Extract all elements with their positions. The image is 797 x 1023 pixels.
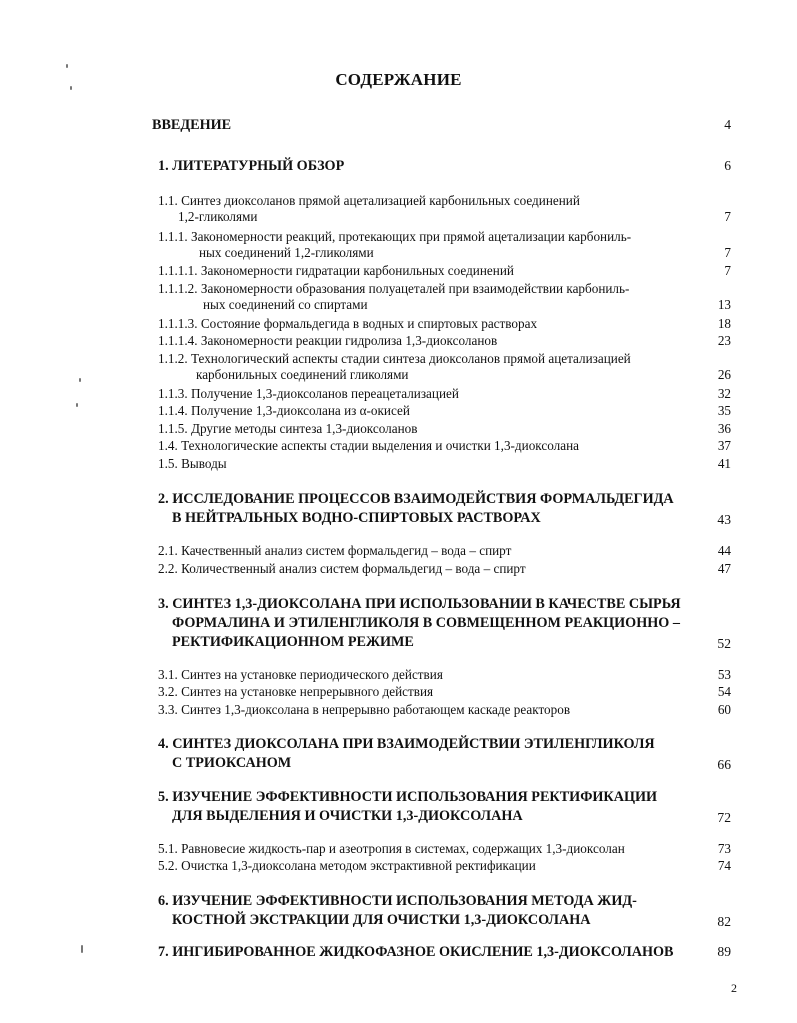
scan-speck [66,64,68,68]
scan-speck [81,945,83,953]
toc-page-number: 52 [717,636,731,651]
toc-page-number: 60 [717,702,731,717]
toc-page-number: 37 [717,438,731,453]
toc-page-number: 73 [717,841,731,856]
toc-entry-text: 1.1. Синтез диоксоланов прямой ацетализацией карбонильных соединений [158,193,580,208]
toc-page-number: 74 [717,858,731,873]
toc-entry-text: 1.5. Выводы [158,456,227,471]
toc-page-number: 53 [717,667,731,682]
toc-page-number: 47 [717,561,731,576]
toc-entry-text: 5.1. Равновесие жидкость-пар и азеотропия в системах, содержащих 1,3-диоксолан [158,841,625,856]
toc-page-number: 23 [717,333,731,348]
scan-speck [76,403,78,407]
toc-entry-text: 3. СИНТЕЗ 1,3-ДИОКСОЛАНА ПРИ ИСПОЛЬЗОВАНИИ В КАЧЕСТВЕ СЫРЬЯ [158,596,681,612]
toc-page-number: 82 [717,914,731,929]
toc-entry-text: 1.4. Технологические аспекты стадии выделения и очистки 1,3-диоксолана [158,438,579,453]
toc-page-number: 54 [717,684,731,699]
scan-speck [70,86,72,90]
toc-entry-text: 1.1.1.4. Закономерности реакции гидролиза 1,3-диоксоланов [158,333,498,348]
toc-entry-text: 2.2. Количественный анализ систем формальдегид – вода – спирт [158,561,526,576]
toc-entry-text: 4. СИНТЕЗ ДИОКСОЛАНА ПРИ ВЗАИМОДЕЙСТВИИ ЭТИЛЕНГЛИКОЛЯ [158,736,655,752]
toc-entry-text: 1.1.1. Закономерности реакций, протекающих при прямой ацетализации карбониль- [158,229,632,244]
toc-page-number: 13 [717,297,731,312]
toc-entry-text: ФОРМАЛИНА И ЭТИЛЕНГЛИКОЛЯ В СОВМЕЩЕННОМ РЕАКЦИОННО – [172,615,680,631]
toc-entry-text: 1.1.1.2. Закономерности образования полуацеталей при взаимодействии карбониль- [158,281,630,296]
toc-entry-text: 1. ЛИТЕРАТУРНЫЙ ОБЗОР [158,158,345,174]
toc-entry-text: 2.1. Качественный анализ систем формальдегид – вода – спирт [158,543,512,558]
toc-entry-text: 3.2. Синтез на установке непрерывного действия [158,684,434,699]
toc-entry-text: 3.3. Синтез 1,3-диоксолана в непрерывно работающем каскаде реакторов [158,702,571,717]
toc-page-number: 66 [717,757,731,772]
toc-entry-text: В НЕЙТРАЛЬНЫХ ВОДНО-СПИРТОВЫХ РАСТВОРАХ [172,510,541,526]
toc-title: СОДЕРЖАНИЕ [335,70,462,89]
toc-page-number: 18 [717,316,731,331]
toc-page-number: 7 [724,209,731,224]
toc-page-number: 4 [724,117,731,132]
toc-entry-text: ДЛЯ ВЫДЕЛЕНИЯ И ОЧИСТКИ 1,3-ДИОКСОЛАНА [172,808,523,824]
toc-entry-text: РЕКТИФИКАЦИОННОМ РЕЖИМЕ [172,634,414,650]
toc-entry-text: 6. ИЗУЧЕНИЕ ЭФФЕКТИВНОСТИ ИСПОЛЬЗОВАНИЯ МЕТОДА ЖИД- [158,893,637,909]
toc-entry-text: 1.1.2. Технологический аспекты стадии синтеза диоксоланов прямой ацетализацией [158,351,631,366]
toc-page-number: 26 [717,367,731,382]
toc-page-number: 44 [717,543,731,558]
toc-page-number: 36 [717,421,731,436]
toc-page-number: 41 [717,456,731,471]
toc-entry-text: карбонильных соединений гликолями [196,367,409,382]
toc-entry-text: 2. ИССЛЕДОВАНИЕ ПРОЦЕССОВ ВЗАИМОДЕЙСТВИЯ ФОРМАЛЬДЕГИДА [158,491,674,507]
toc-entry-text: 1.1.1.1. Закономерности гидратации карбонильных соединений [158,263,514,278]
toc-page-number: 32 [717,386,731,401]
toc-entry-text: ВВЕДЕНИЕ [152,117,232,133]
toc-entry-text: ных соединений 1,2-гликолями [199,245,374,260]
toc-entry-text: 5.2. Очистка 1,3-диоксолана методом экстрактивной ректификации [158,858,536,873]
toc-page-number: 7 [724,263,731,278]
scan-speck [79,378,81,382]
toc-entry-text: 1.1.5. Другие методы синтеза 1,3-диоксоланов [158,421,418,436]
toc-entry-text: КОСТНОЙ ЭКСТРАКЦИИ ДЛЯ ОЧИСТКИ 1,3-ДИОКСОЛАНА [172,912,591,928]
toc-entry-text: 1.1.1.3. Состояние формальдегида в водных и спиртовых растворах [158,316,538,331]
toc-entry-text: ных соединений со спиртами [203,297,368,312]
toc-page-number: 6 [724,158,731,173]
toc-page-number: 35 [717,403,731,418]
toc-page-number: 7 [724,245,731,260]
toc-entry-text: 1.1.4. Получение 1,3-диоксолана из α-окисей [158,403,410,418]
toc-page-number: 43 [717,512,731,527]
toc-page-number: 72 [717,810,731,825]
toc-page-number: 89 [717,944,731,959]
toc-entry-text: 1.1.3. Получение 1,3-диоксоланов переацетализацией [158,386,459,401]
page-number: 2 [731,981,737,995]
toc-entry-text: 5. ИЗУЧЕНИЕ ЭФФЕКТИВНОСТИ ИСПОЛЬЗОВАНИЯ РЕКТИФИКАЦИИ [158,789,658,805]
toc-entry-text: 1,2-гликолями [178,209,258,224]
toc-entry-text: 7. ИНГИБИРОВАННОЕ ЖИДКОФАЗНОЕ ОКИСЛЕНИЕ 1,3-ДИОКСОЛАНОВ [158,944,674,960]
toc-entry-text: 3.1. Синтез на установке периодического действия [158,667,443,682]
toc-entry-text: С ТРИОКСАНОМ [172,755,292,771]
